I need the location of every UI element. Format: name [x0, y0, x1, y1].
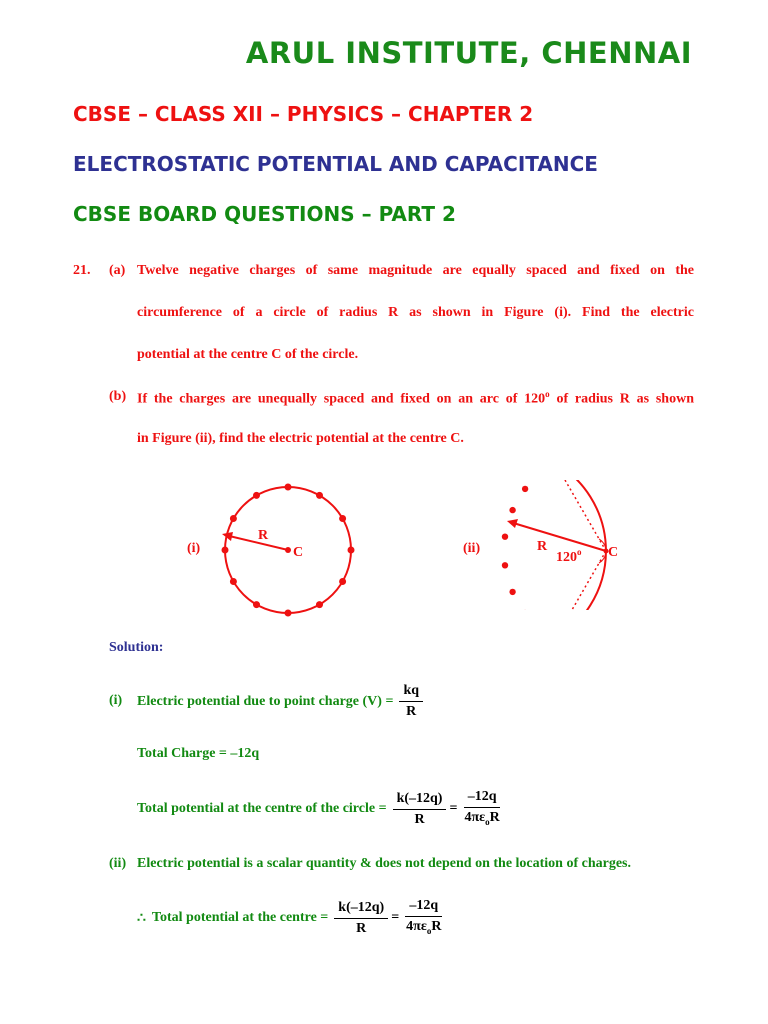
question-a-label: (a) — [109, 263, 126, 278]
figure-i-circle-diagram — [200, 470, 380, 630]
radius-arrow-line — [225, 535, 288, 550]
solution-ii-label: (ii) — [109, 856, 127, 871]
centre-label: C — [608, 545, 619, 560]
chapter-heading: ELECTROSTATIC POTENTIAL AND CAPACITANCE — [73, 152, 598, 176]
question-a-line2: circumference of a circle of radius R as shown in Figure (i). Find the electric — [137, 305, 694, 320]
negative-charge-dot — [522, 486, 528, 492]
solution-ii-text: Electric potential is a scalar quantity & does not depend on the location of charges. — [137, 856, 632, 871]
fraction-k-12q-over-r: $\frac{k(-12q)}{R}$ — [393, 791, 447, 828]
part-heading: CBSE BOARD QUESTIONS – PART 2 — [73, 202, 456, 226]
solution-heading: Solution: — [109, 640, 164, 655]
negative-charge-dot — [509, 507, 515, 513]
fraction-12q-over-4pi-eps-r: $\frac{-12q}{4\pi\varepsilon_oR}$ — [464, 789, 500, 827]
therefore-symbol: ∴ — [137, 910, 146, 926]
course-heading: CBSE – CLASS XII – PHYSICS – CHAPTER 2 — [73, 102, 534, 126]
question-a-line3: potential at the centre C of the circle. — [137, 347, 359, 362]
question-number: 21. — [73, 263, 91, 278]
negative-charge-dot — [509, 589, 515, 595]
negative-charge-dot — [348, 547, 355, 554]
question-a-line1: Twelve negative charges of same magnitude are equally spaced and fixed on the — [137, 263, 694, 278]
centre-label: C — [293, 545, 304, 560]
radius-arrow-head — [507, 519, 518, 528]
total-charge: Total Charge = –12q — [137, 746, 260, 761]
arc-boundary-bottom — [555, 480, 606, 551]
radius-arrow-head — [222, 532, 233, 541]
solution-i-label: (i) — [109, 693, 123, 708]
negative-charge-dot — [502, 534, 508, 540]
angle-label: 120$^o$ — [556, 547, 582, 565]
solution-i-formula: Electric potential due to point charge (V) = $\frac{kq}{R}$ — [137, 683, 423, 720]
question-b-line2: in Figure (ii), find the electric potential at the centre C. — [137, 431, 464, 446]
negative-charge-dot — [316, 492, 323, 499]
negative-charge-dot — [253, 492, 260, 499]
negative-charge-dot — [222, 547, 229, 554]
radius-label: R — [537, 539, 548, 554]
institute-title: ARUL INSTITUTE, CHENNAI — [245, 36, 692, 70]
radius-arrow-line — [510, 522, 606, 551]
negative-charge-dot — [253, 601, 260, 608]
figure-ii-label: (ii) — [463, 541, 481, 556]
negative-charge-dot — [230, 515, 237, 522]
total-potential-formula: Total potential at the centre of the circle = $\frac{k(-12q)}{R}$ = $\frac{-12q}{4\pi\varepsilon_oR}$ — [137, 789, 504, 830]
charge-arc — [555, 480, 606, 610]
fraction-k-12q-over-r: $\frac{k(-12q)}{R}$ — [334, 900, 388, 937]
centre-potential-formula: ∴ Total potential at the centre = $\frac{k(-12q)}{R}$ = $\frac{-12q}{4\pi\varepsilon_oR}$ — [137, 898, 445, 939]
question-b-line1: If the charges are unequally spaced and fixed on an arc of 120$^o$ of radius R as shown — [137, 389, 694, 407]
fraction-kq-over-r: $\frac{kq}{R}$ — [399, 683, 423, 720]
negative-charge-dot — [339, 515, 346, 522]
negative-charge-dot — [339, 578, 346, 585]
negative-charge-dot — [230, 578, 237, 585]
negative-charge-dot — [285, 610, 292, 617]
figure-ii-arc-diagram — [480, 480, 640, 610]
negative-charge-dot — [285, 484, 292, 491]
negative-charge-dot — [316, 601, 323, 608]
figure-i-label: (i) — [187, 541, 201, 556]
centre-dot — [285, 547, 291, 553]
radius-label: R — [258, 528, 269, 543]
fraction-12q-over-4pi-eps-r: $\frac{-12q}{4\pi\varepsilon_oR}$ — [406, 898, 442, 936]
negative-charge-dot — [502, 562, 508, 568]
question-b-label: (b) — [109, 389, 127, 404]
